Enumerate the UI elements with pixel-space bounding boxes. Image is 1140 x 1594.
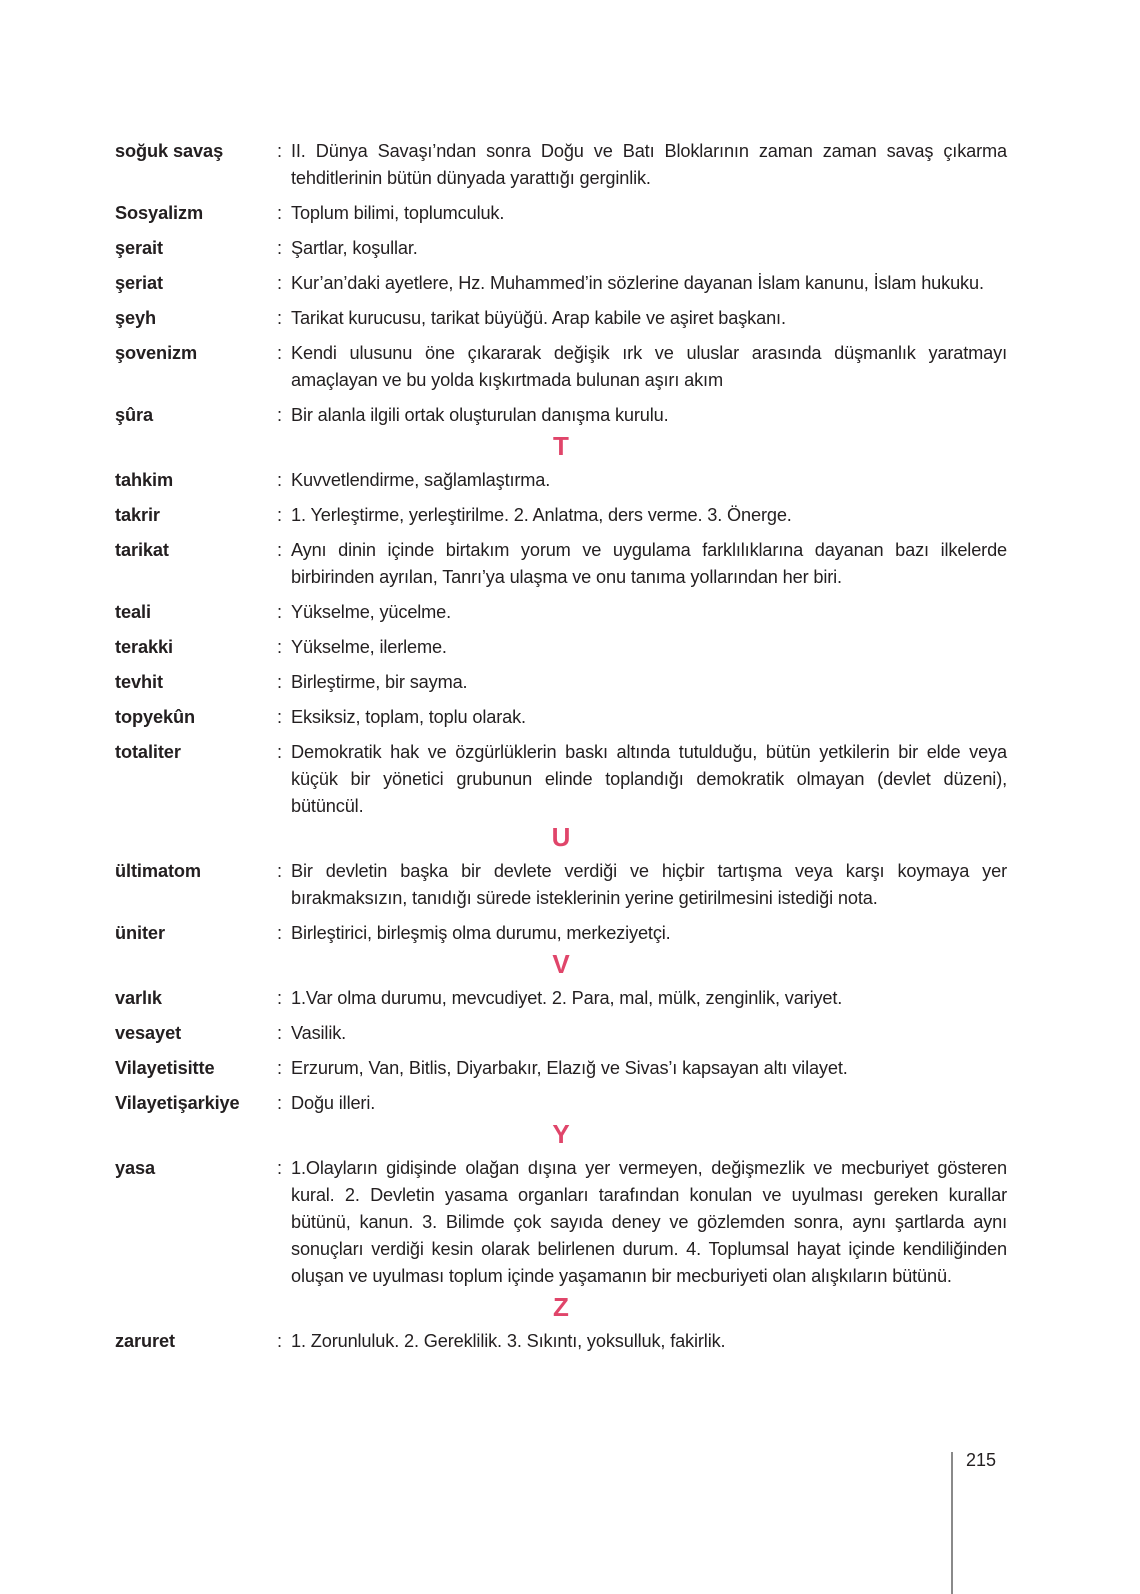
glossary-term: tahkim <box>115 470 174 490</box>
definition-separator: : <box>277 707 283 727</box>
definition-text: Birleştirici, birleşmiş olma durumu, merkeziyetçi. <box>291 923 671 943</box>
glossary-term: ültimatom <box>115 861 201 881</box>
definition-text: Aynı dinin içinde birtakım yorum ve uygulama farklılıklarına dayanan bazı ilkelerde birbirinden ayrılan, Tanrı’ya ulaşma ve onu tanıma yollarından her biri. <box>291 540 1007 587</box>
glossary-entry <box>115 402 1007 429</box>
definition-text: Eksiksiz, toplam, toplu olarak. <box>291 707 526 727</box>
glossary-entry <box>115 985 1007 1012</box>
definition-text: Kendi ulusunu öne çıkararak değişik ırk ve uluslar arasında düşmanlık yaratmayı amaçlayan ve bu yolda kışkırtmada bulunan aşırı akım <box>291 343 1007 390</box>
glossary-definition <box>277 669 1007 696</box>
glossary-entry <box>115 340 1007 394</box>
definition-text: Doğu illeri. <box>291 1093 376 1113</box>
glossary-term: şovenizm <box>115 343 198 363</box>
definition-separator: : <box>277 637 283 657</box>
glossary-definition <box>277 235 1007 262</box>
glossary-definition <box>277 704 1007 731</box>
definition-text: 1.Olayların gidişinde olağan dışına yer vermeyen, değişmezlik ve mecburiyet gösteren kural. 2. Devletin yasama organları tarafından konulan ve uyulması gereken kurallar bütünü, kanun. 3. Bilimde çok sayıda deney ve gözlemden sonra, aynı şartlarda aynı sonuçları verdiği kesin olarak belirlenen durum. 4. Toplumsal hayat içinde kendiliğinden oluşan ve uyulması toplum içinde yaşamanın bir mecburiyeti olan alışkıların bütünü. <box>291 1158 1007 1286</box>
glossary-definition <box>277 340 1007 394</box>
glossary-definition <box>277 270 1007 297</box>
glossary-entry <box>115 1090 1007 1117</box>
glossary-entry <box>115 920 1007 947</box>
glossary-term: vesayet <box>115 1023 182 1043</box>
definition-separator: : <box>277 1058 283 1078</box>
glossary-term: tevhit <box>115 672 163 692</box>
glossary-term: şerait <box>115 238 163 258</box>
glossary-entry <box>115 200 1007 227</box>
glossary-definition <box>277 305 1007 332</box>
definition-text: Vasilik. <box>291 1023 347 1043</box>
definition-separator: : <box>277 988 283 1008</box>
definition-text: Birleştirme, bir sayma. <box>291 672 468 692</box>
glossary-term: yasa <box>115 1158 156 1178</box>
definition-text: 1. Yerleştirme, yerleştirilme. 2. Anlatma, ders verme. 3. Önerge. <box>291 505 792 525</box>
glossary-term: takrir <box>115 505 160 525</box>
section-letter-heading: Z <box>553 1292 569 1322</box>
glossary-entry <box>115 1055 1007 1082</box>
definition-text: 1.Var olma durumu, mevcudiyet. 2. Para, mal, mülk, zenginlik, variyet. <box>291 988 843 1008</box>
glossary-term: soğuk savaş <box>115 141 224 161</box>
definition-separator: : <box>277 923 283 943</box>
glossary-entry <box>115 1020 1007 1047</box>
definition-text: Toplum bilimi, toplumculuk. <box>291 203 505 223</box>
glossary-term: şeyh <box>115 308 157 328</box>
definition-separator: : <box>277 141 283 161</box>
glossary-entry <box>115 235 1007 262</box>
glossary-definition <box>277 1155 1007 1290</box>
section-letter-heading: Y <box>552 1119 570 1149</box>
definition-text: Bir devletin başka bir devlete verdiği ve hiçbir tartışma veya karşı koymaya yer bırakmaksızın, tanıdığı sürede isteklerinin yerine getirilmesini istediği nota. <box>291 861 1007 908</box>
definition-separator: : <box>277 540 283 560</box>
glossary-term: tarikat <box>115 540 169 560</box>
glossary-entry <box>115 634 1007 661</box>
glossary-definition <box>277 537 1007 591</box>
definition-separator: : <box>277 1093 283 1113</box>
definition-text: Yükselme, yücelme. <box>291 602 452 622</box>
section-letter-heading: U <box>551 822 571 852</box>
glossary-term: varlık <box>115 988 162 1008</box>
glossary-entry <box>115 502 1007 529</box>
definition-text: II. Dünya Savaşı’ndan sonra Doğu ve Batı Bloklarının zaman zaman savaş çıkarma tehditlerinin bütün dünyada yarattığı gerginlik. <box>291 141 1007 188</box>
definition-separator: : <box>277 602 283 622</box>
glossary-term: Vilayetişarkiye <box>115 1093 240 1113</box>
section-letter-heading: V <box>552 949 570 979</box>
definition-text: 1. Zorunluluk. 2. Gereklilik. 3. Sıkıntı, yoksulluk, fakirlik. <box>291 1331 726 1351</box>
page-margin-rule <box>951 1452 953 1594</box>
definition-separator: : <box>277 1158 283 1178</box>
glossary-definition <box>277 1055 1007 1082</box>
glossary-definition <box>277 985 1007 1012</box>
glossary-term: terakki <box>115 637 173 657</box>
glossary-definition <box>277 1328 1007 1355</box>
definition-separator: : <box>277 273 283 293</box>
glossary <box>115 138 1007 1363</box>
definition-separator: : <box>277 672 283 692</box>
glossary-definition <box>277 1020 1007 1047</box>
glossary-term: şûra <box>115 405 154 425</box>
glossary-entry <box>115 467 1007 494</box>
glossary-entry <box>115 270 1007 297</box>
page-number: 215 <box>966 1450 997 1470</box>
definition-separator: : <box>277 308 283 328</box>
definition-text: Yükselme, ilerleme. <box>291 637 447 657</box>
glossary-term: Vilayetisitte <box>115 1058 215 1078</box>
glossary-definition <box>277 599 1007 626</box>
glossary-term: zaruret <box>115 1331 175 1351</box>
glossary-definition <box>277 200 1007 227</box>
definition-text: Bir alanla ilgili ortak oluşturulan danışma kurulu. <box>291 405 669 425</box>
glossary-definition <box>277 1090 1007 1117</box>
definition-separator: : <box>277 238 283 258</box>
definition-separator: : <box>277 505 283 525</box>
glossary-entry <box>115 1328 1007 1355</box>
glossary-entry <box>115 1155 1007 1290</box>
glossary-entry <box>115 739 1007 820</box>
glossary-definition <box>277 739 1007 820</box>
glossary-definition <box>277 634 1007 661</box>
definition-text: Kuvvetlendirme, sağlamlaştırma. <box>291 470 551 490</box>
glossary-definition <box>277 858 1007 912</box>
definition-separator: : <box>277 1023 283 1043</box>
glossary-definition <box>277 467 1007 494</box>
definition-separator: : <box>277 203 283 223</box>
definition-separator: : <box>277 343 283 363</box>
glossary-entry <box>115 305 1007 332</box>
definition-text: Demokratik hak ve özgürlüklerin baskı altında tutulduğu, bütün yetkilerin bir elde veya küçük bir yönetici grubunun elinde toplandığı demokratik olmayan (devlet düzeni), bütüncül. <box>291 742 1007 816</box>
definition-separator: : <box>277 861 283 881</box>
definition-text: Tarikat kurucusu, tarikat büyüğü. Arap kabile ve aşiret başkanı. <box>291 308 786 328</box>
glossary-term: üniter <box>115 923 165 943</box>
glossary-definition <box>277 138 1007 192</box>
glossary-entry <box>115 537 1007 591</box>
definition-separator: : <box>277 1331 283 1351</box>
glossary-term: şeriat <box>115 273 163 293</box>
definition-separator: : <box>277 470 283 490</box>
glossary-entry <box>115 858 1007 912</box>
definition-text: Kur’an’daki ayetlere, Hz. Muhammed’in sözlerine dayanan İslam kanunu, İslam hukuku. <box>291 273 984 293</box>
glossary-term: Sosyalizm <box>115 203 204 223</box>
section-letter-heading: T <box>553 431 569 461</box>
glossary-term: totaliter <box>115 742 181 762</box>
glossary-entry <box>115 138 1007 192</box>
definition-separator: : <box>277 742 283 762</box>
definition-text: Erzurum, Van, Bitlis, Diyarbakır, Elazığ ve Sivas’ı kapsayan altı vilayet. <box>291 1058 848 1078</box>
glossary-entry <box>115 704 1007 731</box>
definition-text: Şartlar, koşullar. <box>291 238 418 258</box>
glossary-term: teali <box>115 602 151 622</box>
glossary-entry <box>115 669 1007 696</box>
glossary-term: topyekûn <box>115 707 196 727</box>
glossary-definition <box>277 920 1007 947</box>
definition-separator: : <box>277 405 283 425</box>
glossary-definition <box>277 402 1007 429</box>
glossary-entry <box>115 599 1007 626</box>
glossary-definition <box>277 502 1007 529</box>
